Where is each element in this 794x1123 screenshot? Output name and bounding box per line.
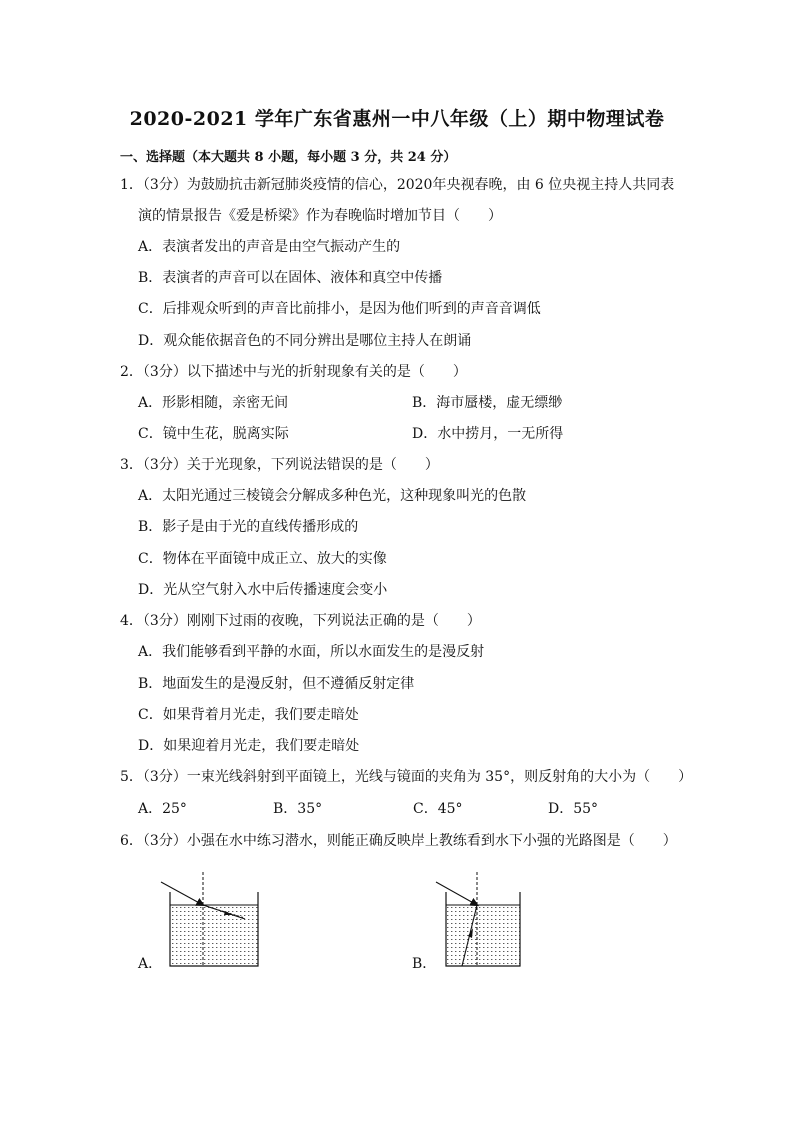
question-2-option-d: D．水中捞月，一无所得 [412, 426, 564, 442]
question-2-option-a: A．形影相随，亲密无间 [138, 395, 289, 411]
question-2-stem: 2．（3分）以下描述中与光的折射现象有关的是（ ） [120, 364, 467, 380]
question-6-stem: 6．（3分）小强在水中练习潜水，则能正确反映岸上教练看到水下小强的光路图是（ ） [120, 833, 677, 849]
section-heading: 一、选择题（本大题共 8 小题，每小题 3 分，共 24 分） [120, 150, 457, 165]
question-1-option-a: A．表演者发出的声音是由空气振动产生的 [138, 239, 401, 255]
question-4-option-b: B．地面发生的是漫反射，但不遵循反射定律 [138, 676, 415, 692]
light-ray-air [161, 882, 203, 905]
question-4-stem: 4．（3分）刚刚下过雨的夜晚，下列说法正确的是（ ） [120, 613, 481, 629]
question-6-option-a-label: A． [138, 956, 163, 972]
question-2-option-c: C．镜中生花，脱离实际 [138, 426, 289, 442]
question-4-option-d: D．如果迎着月光走，我们要走暗处 [138, 738, 360, 754]
question-1-stem-cont: 演的情景报告《爱是桥梁》作为春晚临时增加节目（ ） [138, 208, 502, 224]
water-fill [170, 905, 258, 965]
question-1-option-b: B．表演者的声音可以在固体、液体和真空中传播 [138, 270, 443, 286]
question-3-option-a: A．太阳光通过三棱镜会分解成多种色光，这种现象叫光的色散 [138, 488, 527, 504]
question-1-option-c: C．后排观众听到的声音比前排小，是因为他们听到的声音音调低 [138, 301, 541, 317]
question-6-option-b-label: B． [412, 956, 437, 972]
question-5-option-d: D．55° [548, 801, 599, 817]
light-ray-air [436, 882, 477, 905]
question-1-option-d: D．观众能依据音色的不同分辨出是哪位主持人在朗诵 [138, 333, 472, 349]
water-fill [446, 905, 520, 965]
question-3-stem: 3．（3分）关于光现象，下列说法错误的是（ ） [120, 457, 439, 473]
question-4-option-c: C．如果背着月光走，我们要走暗处 [138, 707, 359, 723]
question-5-option-a: A．25° [138, 801, 187, 817]
question-3-option-b: B．影子是由于光的直线传播形成的 [138, 519, 359, 535]
question-5-option-c: C．45° [413, 801, 463, 817]
question-6-figure-b [430, 870, 530, 970]
question-4-option-a: A．我们能够看到平静的水面，所以水面发生的是漫反射 [138, 644, 485, 660]
question-2-option-b: B．海市蜃楼，虚无缥缈 [412, 395, 563, 411]
question-3-option-c: C．物体在平面镜中成正立、放大的实像 [138, 551, 387, 567]
question-1-stem: 1．（3分）为鼓励抗击新冠肺炎疫情的信心，2020年央视春晚，由 6 位央视主持人共同表 [120, 177, 675, 193]
question-3-option-d: D．光从空气射入水中后传播速度会变小 [138, 582, 388, 598]
question-5-option-b: B．35° [273, 801, 323, 817]
page-title: 2020-2021 学年广东省惠州一中八年级（上）期中物理试卷 [129, 108, 665, 130]
question-5-stem: 5．（3分）一束光线斜射到平面镜上，光线与镜面的夹角为 35°，则反射角的大小为（ ） [120, 769, 693, 785]
question-6-figure-a [155, 870, 267, 970]
